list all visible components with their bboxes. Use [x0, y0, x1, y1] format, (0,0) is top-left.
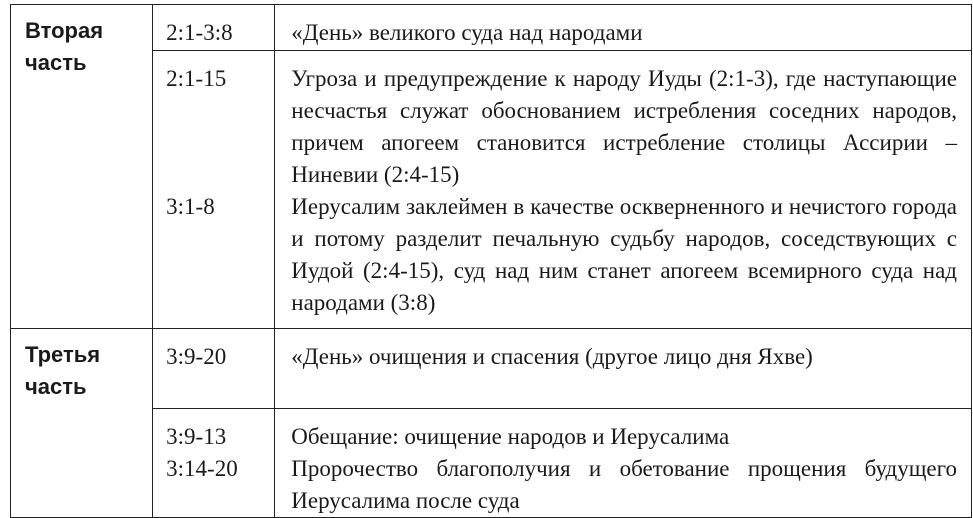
- description-paragraph: Угроза и предупреждение к народу Иуды (2:1-3), где наступающие несчастья служат обоснованием истребления соседних народов, причем апогеем становится истребление столицы Ассирии – Ниневии (2:4-15): [291, 66, 957, 187]
- description-cell: [275, 409, 972, 518]
- part-label-line: часть: [25, 50, 87, 75]
- verse-ref: 3:14-20: [166, 456, 238, 481]
- verse-ref-cell: [153, 329, 275, 409]
- table-row: [11, 329, 972, 409]
- verse-ref-cell: [153, 5, 275, 51]
- verse-ref-cell: [153, 409, 275, 518]
- verse-ref-cell: [153, 51, 275, 329]
- verse-ref: 3:1-8: [166, 194, 215, 219]
- part-label-line: часть: [25, 374, 87, 399]
- description-cell: [275, 5, 972, 51]
- table-row: [11, 51, 972, 329]
- description-paragraph: Обещание: очищение народов и Иерусалима: [291, 424, 730, 449]
- part-label-cell: [11, 5, 153, 329]
- description-paragraph: Иерусалим заклеймен в качестве оскверненного и нечистого города и потому разделит печальную судьбу народов, соседствующих с Иудой (2:4-15), суд над ним станет апогеем всемирного суда над народами (3:8): [291, 194, 957, 315]
- section-heading-text: «День» великого суда над народами: [291, 20, 643, 45]
- section-heading-text: «День» очищения и спасения (другое лицо дня Яхве): [291, 344, 813, 369]
- part-label-cell: [11, 329, 153, 518]
- description-cell: [275, 51, 972, 329]
- verse-ref: 3:9-13: [166, 424, 227, 449]
- part-label-line: Вторая: [25, 18, 104, 43]
- part-label-line: Третья: [25, 342, 101, 367]
- verse-ref: 2:1-15: [166, 66, 227, 91]
- outline-table: [10, 4, 972, 518]
- description-paragraph: Пророчество благополучия и обетование прощения будущего Иерусалима после суда: [291, 456, 957, 513]
- table-row: [11, 409, 972, 518]
- table-row: [11, 5, 972, 51]
- description-cell: [275, 329, 972, 409]
- verse-ref: 2:1-3:8: [166, 20, 233, 45]
- verse-ref: 3:9-20: [166, 344, 227, 369]
